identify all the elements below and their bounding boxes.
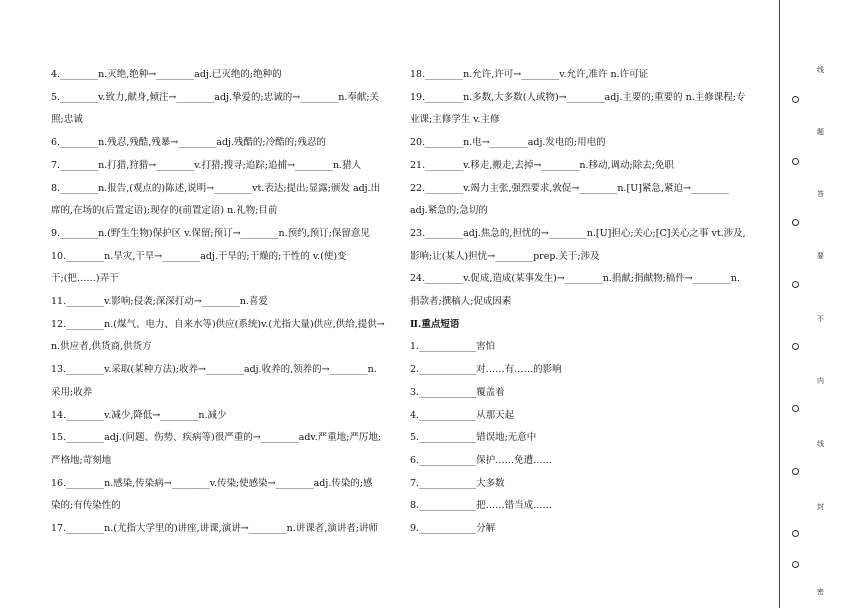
left-column — [51, 64, 397, 541]
binding-hole-icon — [792, 405, 799, 412]
margin-mark: 不 — [817, 315, 824, 323]
vocab-line: adj.紧急的;急切的 — [410, 205, 488, 217]
margin-mark: 线 — [817, 440, 824, 448]
binding-hole-icon — [792, 561, 799, 568]
vocab-line: 12.________n.(煤气、电力、自来水等)供应(系统)v.(尤指大量)供应,供给,提供→ — [51, 318, 385, 330]
margin-mark: 答 — [817, 190, 824, 198]
vocab-line: 14.________v.减少,降低→________n.减少 — [51, 409, 227, 421]
binding-hole-icon — [792, 468, 799, 475]
vocab-line: 24.________v.促成,造成(某事发生)→________n.捐献;捐献物;稿件→________n. — [410, 273, 740, 285]
vocab-line: 18.________n.允许,许可→________v.允许,准许 n.许可证 — [410, 69, 649, 80]
phrase-line: 6.____________保护……免遭…… — [410, 454, 553, 466]
margin-mark: 要 — [817, 252, 824, 260]
binding-line — [779, 0, 780, 608]
binding-hole-icon — [792, 343, 799, 350]
vocab-line: 8.________n.报告,(观点的)陈述,说明→________vt.表达;提出;显露;颁发 adj.出 — [51, 182, 381, 194]
vocab-line: 11.________v.影响;侵袭;深深打动→________n.喜爱 — [51, 296, 268, 308]
margin-mark: 内 — [817, 377, 824, 385]
vocab-line: 捐款者;撰稿人;促成因素 — [410, 296, 512, 308]
margin-mark: 密 — [817, 588, 824, 596]
vocab-line: 严格地;苛刻地 — [51, 454, 112, 466]
vocab-line: 17.________n.(尤指大学里的)讲座,讲课,演讲→________n.讲课者,演讲者;讲师 — [51, 523, 379, 535]
vocab-line: 5.________v.致力,献身,倾注→________adj.挚爱的;忠诚的→________n.奉献;关 — [51, 91, 380, 103]
vocab-line: 20.________n.电→________adj.发电的;用电的 — [410, 137, 606, 149]
vocab-line: 22.________v.竭力主张,强烈要求,敦促→________n.[U]紧急,紧迫→________ — [410, 182, 729, 194]
phrase-line: 5.____________错误地;无意中 — [410, 432, 537, 444]
right-column — [410, 64, 760, 541]
phrase-line: 3.____________覆盖着 — [410, 386, 505, 398]
binding-hole-icon — [792, 158, 799, 165]
vocab-line: 10.________n.旱灾,干旱→________adj.干旱的;干燥的;干性的 v.(使)变 — [51, 250, 347, 262]
vocab-line: 6.________n.残忍,残酷,残暴→________adj.残酷的;冷酷的;残忍的 — [51, 137, 326, 149]
vocab-line: 4.________n.灭绝,绝种→________adj.已灭绝的;绝种的 — [51, 69, 282, 80]
section-heading: Ⅱ.重点短语 — [410, 318, 460, 330]
margin-mark: 题 — [817, 128, 824, 136]
vocab-line: n.供应者,供货商,供货方 — [51, 341, 152, 353]
phrase-line: 1.____________害怕 — [410, 341, 496, 353]
binding-hole-icon — [792, 530, 799, 537]
vocab-line: 席的,在场的(后置定语);现存的(前置定语) n.礼物;目前 — [51, 205, 278, 217]
vocab-line: 7.________n.打猎,狩猎→________v.打猎;搜寻;追踪;追捕→________n.猎人 — [51, 159, 362, 171]
binding-hole-icon — [792, 96, 799, 103]
vocab-line: 16.________n.感染,传染病→________v.传染;使感染→________adj.传染的;感 — [51, 477, 373, 489]
binding-hole-icon — [792, 281, 799, 288]
phrase-line: 4.____________从那天起 — [410, 409, 515, 421]
margin-mark: 封 — [817, 503, 824, 511]
vocab-line: 干;(把……)弄干 — [51, 273, 119, 285]
binding-hole-icon — [792, 219, 799, 226]
phrase-line: 8.____________把……错当成…… — [410, 500, 553, 512]
vocab-line: 21.________v.移走,搬走,去掉→________n.移动,调动;除去;免职 — [410, 159, 674, 171]
phrase-line: 2.____________对……有……的影响 — [410, 364, 562, 376]
vocab-line: 影响;让(某人)担忧→________prep.关于;涉及 — [410, 250, 600, 262]
vocab-line: 采用;收养 — [51, 386, 93, 398]
phrase-line: 7.____________大多数 — [410, 477, 505, 489]
vocab-line: 染的;有传染性的 — [51, 500, 121, 512]
vocab-line: 9.________n.(野生生物)保护区 v.保留;预订→________n.预约,预订;保留意见 — [51, 227, 370, 239]
vocab-line: 13.________v.采取(某种方法);收养→________adj.收养的,领养的→________n. — [51, 364, 377, 376]
vocab-line: 15.________adj.(问题、伤势、疾病等)很严重的→________adv.严重地;严厉地; — [51, 432, 382, 444]
vocab-line: 23.________adj.焦急的,担忧的→________n.[U]担心;关心;[C]关心之事 vt.涉及, — [410, 227, 746, 239]
vocab-line: 业课;主修学生 v.主修 — [410, 114, 500, 126]
vocab-line: 照;忠诚 — [51, 114, 83, 126]
vocab-line: 19.________n.多数,大多数(人或物)→________adj.主要的;重要的 n.主修课程;专 — [410, 91, 746, 103]
phrase-line: 9.____________分解 — [410, 523, 496, 535]
margin-mark: 线 — [817, 66, 824, 74]
